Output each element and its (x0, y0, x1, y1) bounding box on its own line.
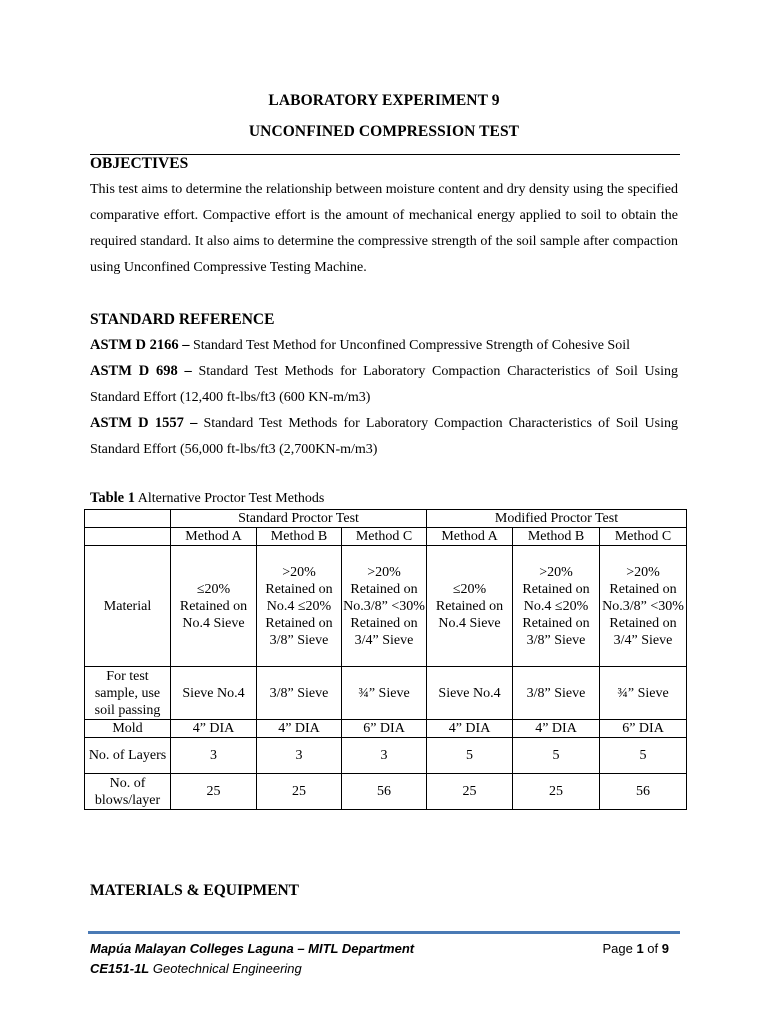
row-label: Mold (85, 720, 171, 738)
proctor-methods-table (84, 509, 687, 810)
table-cell: 6” DIA (600, 720, 687, 738)
table-cell: ¾” Sieve (600, 667, 687, 720)
table-cell: 3 (342, 738, 427, 774)
objectives-heading: OBJECTIVES (90, 155, 189, 172)
table-cell: 5 (427, 738, 513, 774)
row-label: No. of blows/layer (85, 774, 171, 810)
table-corner-cell (85, 528, 171, 546)
table-cell: 3/8” Sieve (257, 667, 342, 720)
table-cell: 4” DIA (427, 720, 513, 738)
table-cell: 4” DIA (513, 720, 600, 738)
table-cell: 4” DIA (171, 720, 257, 738)
page-current: 1 (636, 941, 644, 956)
reference-text: Standard Test Methods for Laboratory Compaction Characteristics of Soil Using Standard Effort (12,400 ft-lbs/ft3 (600 KN-m/m3) (90, 364, 679, 405)
table-cell: 3 (257, 738, 342, 774)
table-row-soil-passing (85, 667, 687, 720)
table-cell: ≤20% Retained on No.4 Sieve (171, 546, 257, 667)
table-cell: 5 (600, 738, 687, 774)
page-of: of (643, 941, 662, 956)
table-group-header-row (85, 510, 687, 528)
table-cell: 25 (257, 774, 342, 810)
group-header-modified: Modified Proctor Test (427, 510, 687, 528)
table-row-blows (85, 774, 687, 810)
reference-code: ASTM D 1557 – (90, 415, 198, 431)
table-cell: 4” DIA (257, 720, 342, 738)
method-header: Method A (171, 528, 257, 546)
page-number (602, 941, 669, 956)
reference-item-astm-d2166 (90, 332, 678, 359)
table-cell: 25 (513, 774, 600, 810)
reference-item-astm-d698 (90, 358, 678, 411)
group-header-standard: Standard Proctor Test (171, 510, 427, 528)
reference-code: ASTM D 2166 – (90, 337, 190, 353)
method-header: Method B (513, 528, 600, 546)
table-caption-label: Table 1 (90, 490, 135, 506)
table-cell: ¾” Sieve (342, 667, 427, 720)
table-corner-cell (85, 510, 171, 528)
row-label: For test sample, use soil passing (85, 667, 171, 720)
table-cell: 56 (600, 774, 687, 810)
table-row-material (85, 546, 687, 667)
table-cell: Sieve No.4 (427, 667, 513, 720)
footer-institution-text: Mapúa Malayan Colleges Laguna – MITL Department (90, 941, 415, 956)
table-method-header-row (85, 528, 687, 546)
standard-reference-heading: STANDARD REFERENCE (90, 311, 275, 328)
method-header: Method B (257, 528, 342, 546)
table-cell: 3 (171, 738, 257, 774)
table-cell: 5 (513, 738, 600, 774)
page-prefix: Page (602, 941, 637, 956)
method-header: Method A (427, 528, 513, 546)
materials-heading: MATERIALS & EQUIPMENT (90, 882, 299, 899)
table-row-mold (85, 720, 687, 738)
table-row-layers (85, 738, 687, 774)
table-cell: 25 (427, 774, 513, 810)
footer-divider (88, 931, 680, 934)
reference-item-astm-d1557 (90, 410, 678, 463)
table-cell: >20% Retained on No.4 ≤20% Retained on 3/8” Sieve (513, 546, 600, 667)
row-label: No. of Layers (85, 738, 171, 774)
table-cell: >20% Retained on No.3/8” <30% Retained on 3/4” Sieve (342, 546, 427, 667)
table-cell: 6” DIA (342, 720, 427, 738)
table-cell: >20% Retained on No.4 ≤20% Retained on 3/8” Sieve (257, 546, 342, 667)
page-total: 9 (661, 941, 669, 956)
table-cell: Sieve No.4 (171, 667, 257, 720)
method-header: Method C (600, 528, 687, 546)
footer-course (90, 961, 302, 976)
reference-text: Standard Test Methods for Laboratory Compaction Characteristics of Soil Using Standard Effort (56,000 ft-lbs/ft3 (2,700KN-m/m3) (90, 416, 679, 457)
footer-course-code: CE151-1L (90, 961, 150, 976)
experiment-name-title: UNCONFINED COMPRESSION TEST (248, 123, 520, 140)
table-cell: 56 (342, 774, 427, 810)
footer-institution (90, 941, 414, 956)
table-cell: ≤20% Retained on No.4 Sieve (427, 546, 513, 667)
table-caption-text: Alternative Proctor Test Methods (135, 491, 325, 506)
table-cell: 3/8” Sieve (513, 667, 600, 720)
reference-code: ASTM D 698 – (90, 363, 192, 379)
method-header: Method C (342, 528, 427, 546)
table-cell: >20% Retained on No.3/8” <30% Retained on 3/4” Sieve (600, 546, 687, 667)
reference-text: Standard Test Method for Unconfined Compressive Strength of Cohesive Soil (189, 338, 630, 353)
row-label: Material (85, 546, 171, 667)
experiment-number-title: LABORATORY EXPERIMENT 9 (268, 92, 500, 109)
objectives-paragraph: This test aims to determine the relationship between moisture content and dry density using the specified comparative effort. Compactive effort is the amount of mechanical energy applied to soil to obtain the required standard. It also aims to determine the compressive strength of the soil sample after compaction using Unconfined Compressive Testing Machine. (90, 182, 678, 275)
footer-course-name: Geotechnical Engineering (149, 961, 302, 976)
table-cell: 25 (171, 774, 257, 810)
table-caption (90, 490, 324, 507)
